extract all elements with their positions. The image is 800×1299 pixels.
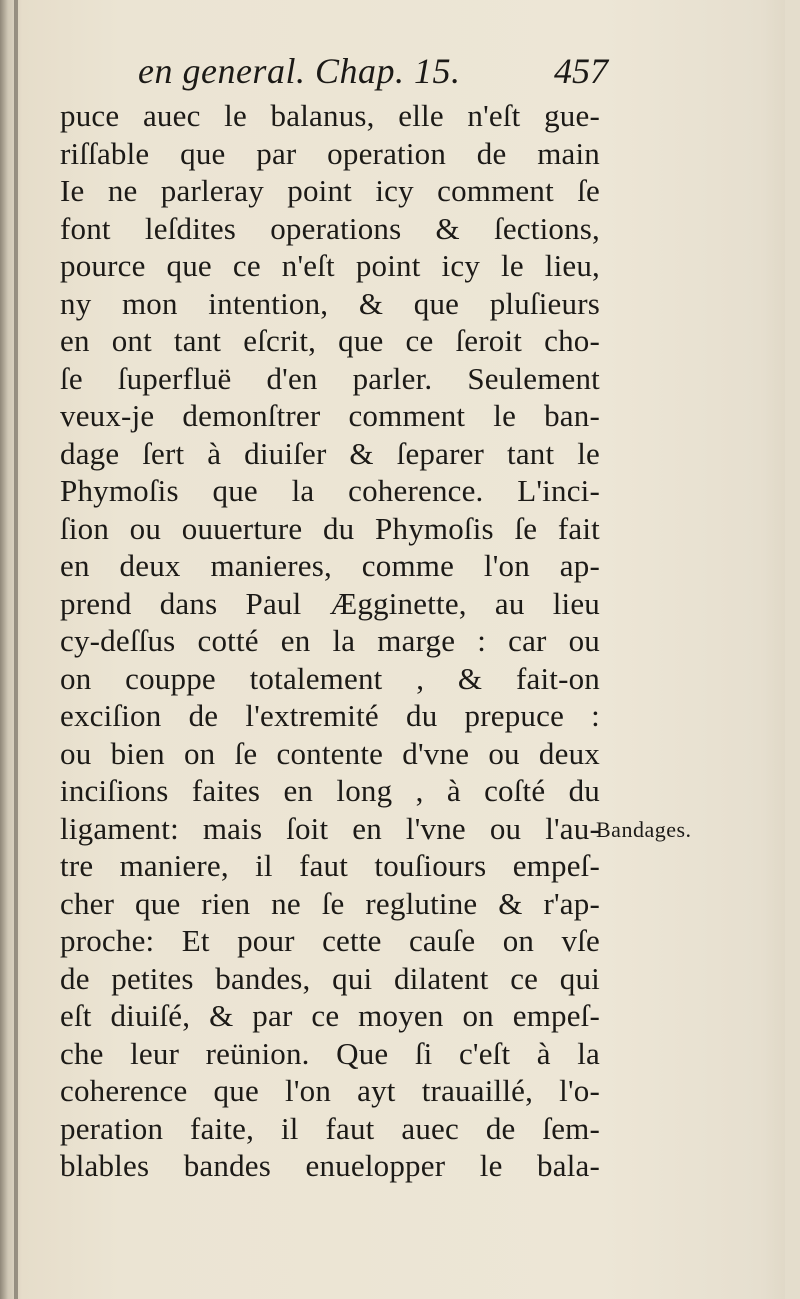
text-line: en ont tant eſcrit, que ce ſeroit cho-: [60, 323, 600, 358]
text-line: eſt diuiſé, & par ce moyen on empeſ-: [60, 998, 600, 1033]
text-line: proche: Et pour cette cauſe on vſe: [60, 923, 600, 958]
text-line: tre maniere, il faut touſiours empeſ-: [60, 848, 600, 883]
text-line: font leſdites operations & ſections,: [60, 210, 600, 246]
text-line: puce auec le balanus, elle n'eſt gue-: [60, 98, 600, 133]
text-line: exciſion de l'extremité du prepuce :: [60, 698, 600, 733]
text-line: on couppe totalement , & fait-on: [60, 660, 600, 696]
text-line: en deux manieres, comme l'on ap-: [60, 548, 600, 583]
text-line: ligament: mais ſoit en l'vne ou l'au-: [60, 810, 600, 846]
text-line: inciſions faites en long , à coſté du: [60, 773, 600, 808]
page-header: [138, 50, 608, 98]
text-line: ny mon intention, & que pluſieurs: [60, 285, 600, 321]
text-line: de petites bandes, qui dilatent ce qui: [60, 960, 600, 996]
text-line: peration faite, il faut auec de ſem-: [60, 1110, 600, 1146]
margin-note: Bandages.: [596, 817, 692, 842]
running-title: en general. Chap. 15.: [138, 51, 461, 91]
page-number: 457: [554, 51, 608, 91]
text-line: cher que rien ne ſe reglutine & r'ap-: [60, 885, 600, 921]
text-line: cy-deſſus cotté en la marge : car ou: [60, 623, 600, 658]
text-line: coherence que l'on ayt trauaillé, l'o-: [60, 1073, 600, 1108]
text-line: ſion ou ouuerture du Phymoſis ſe fait: [60, 510, 600, 546]
text-line: Ie ne parleray point icy comment ſe: [60, 173, 600, 208]
text-line: prend dans Paul Ægginette, au lieu: [60, 585, 600, 621]
text-line: ſe ſuperfluë d'en parler. Seulement: [60, 360, 600, 396]
text-line: riſſable que par operation de main: [60, 135, 600, 171]
text-line: blables bandes enuelopper le bala-: [60, 1148, 600, 1183]
page-gutter-edge: [14, 0, 18, 1299]
text-line: dage ſert à diuiſer & ſeparer tant le: [60, 435, 600, 471]
page-outer-edge: [785, 0, 800, 1299]
text-line: Phymoſis que la coherence. L'inci-: [60, 473, 600, 508]
text-line: che leur reünion. Que ſi c'eſt à la: [60, 1035, 600, 1071]
body-text: [60, 97, 600, 1185]
text-line: veux-je demonſtrer comment le ban-: [60, 398, 600, 433]
text-line: ou bien on ſe contente d'vne ou deux: [60, 735, 600, 771]
text-line: pource que ce n'eſt point icy le lieu,: [60, 248, 600, 283]
